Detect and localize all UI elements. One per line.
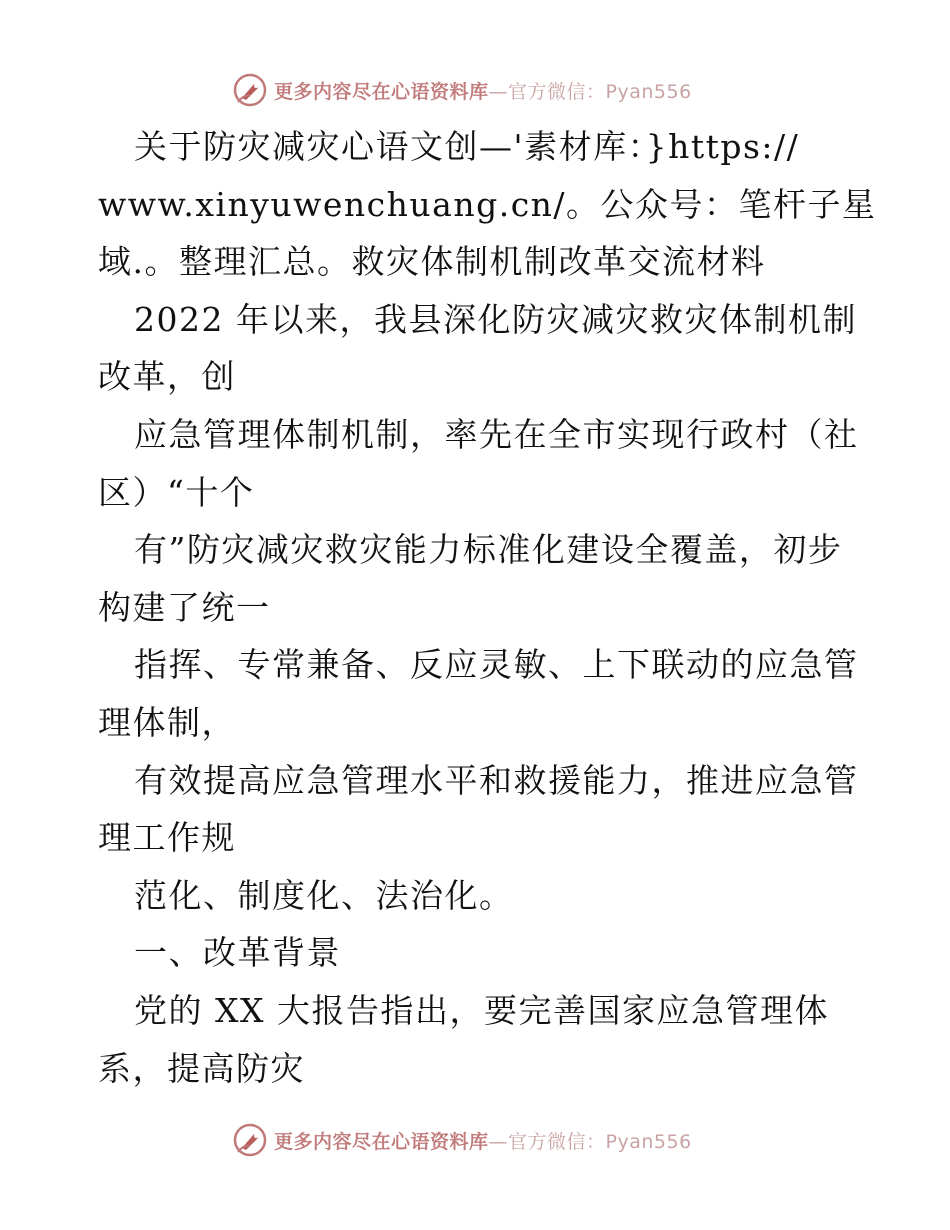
paragraph-line: 党的 XX 大报告指出，要完善国家应急管理体	[134, 990, 829, 1030]
watermark-text	[274, 1127, 692, 1154]
watermark-text	[274, 77, 692, 104]
watermark-brand: 更多内容尽在心语资料库	[274, 1130, 489, 1153]
paragraph-line: 应急管理体制机制，率先在全市实现行政村（社	[134, 414, 859, 454]
paragraph-line: 改革，创	[98, 357, 236, 397]
paragraph-line: 关于防灾减灾心语文创—'素材库：}https://	[134, 127, 800, 166]
watermark-wechat: 官方微信：Pyan556	[508, 80, 692, 103]
paragraph-line: 范化、制度化、法治化。	[134, 875, 514, 915]
section-heading: 一、改革背景	[134, 933, 341, 973]
paragraph-line: www.xinyuwenchuang.cn/。公众号：笔杆子星	[98, 184, 877, 224]
document-body	[98, 118, 877, 1097]
watermark-wechat: 官方微信：Pyan556	[508, 1130, 692, 1153]
header-watermark-banner	[232, 70, 752, 110]
paragraph-line: 域.。整理汇总。救灾体制机制改革交流材料	[98, 242, 766, 282]
pen-nib-circle-icon	[232, 72, 268, 108]
watermark-separator: —	[488, 80, 509, 103]
paragraph-line: 有”防灾减灾救灾能力标准化建设全覆盖，初步	[134, 530, 843, 570]
paragraph-line: 区）“十个	[98, 472, 255, 512]
paragraph-line: 2022 年以来，我县深化防灾减灾救灾体制机制	[134, 299, 857, 339]
pen-nib-circle-icon	[232, 1122, 268, 1158]
paragraph-line: 指挥、专常兼备、反应灵敏、上下联动的应急管	[134, 645, 859, 685]
paragraph-line: 理工作规	[98, 818, 236, 858]
paragraph-line: 构建了统一	[98, 587, 271, 627]
watermark-separator: —	[488, 1130, 509, 1153]
paragraph-line: 理体制，	[98, 702, 236, 742]
footer-watermark-banner	[232, 1120, 752, 1160]
watermark-brand: 更多内容尽在心语资料库	[274, 80, 489, 103]
paragraph-line: 有效提高应急管理水平和救援能力，推进应急管	[134, 760, 859, 800]
paragraph-line: 系，提高防灾	[98, 1048, 305, 1088]
